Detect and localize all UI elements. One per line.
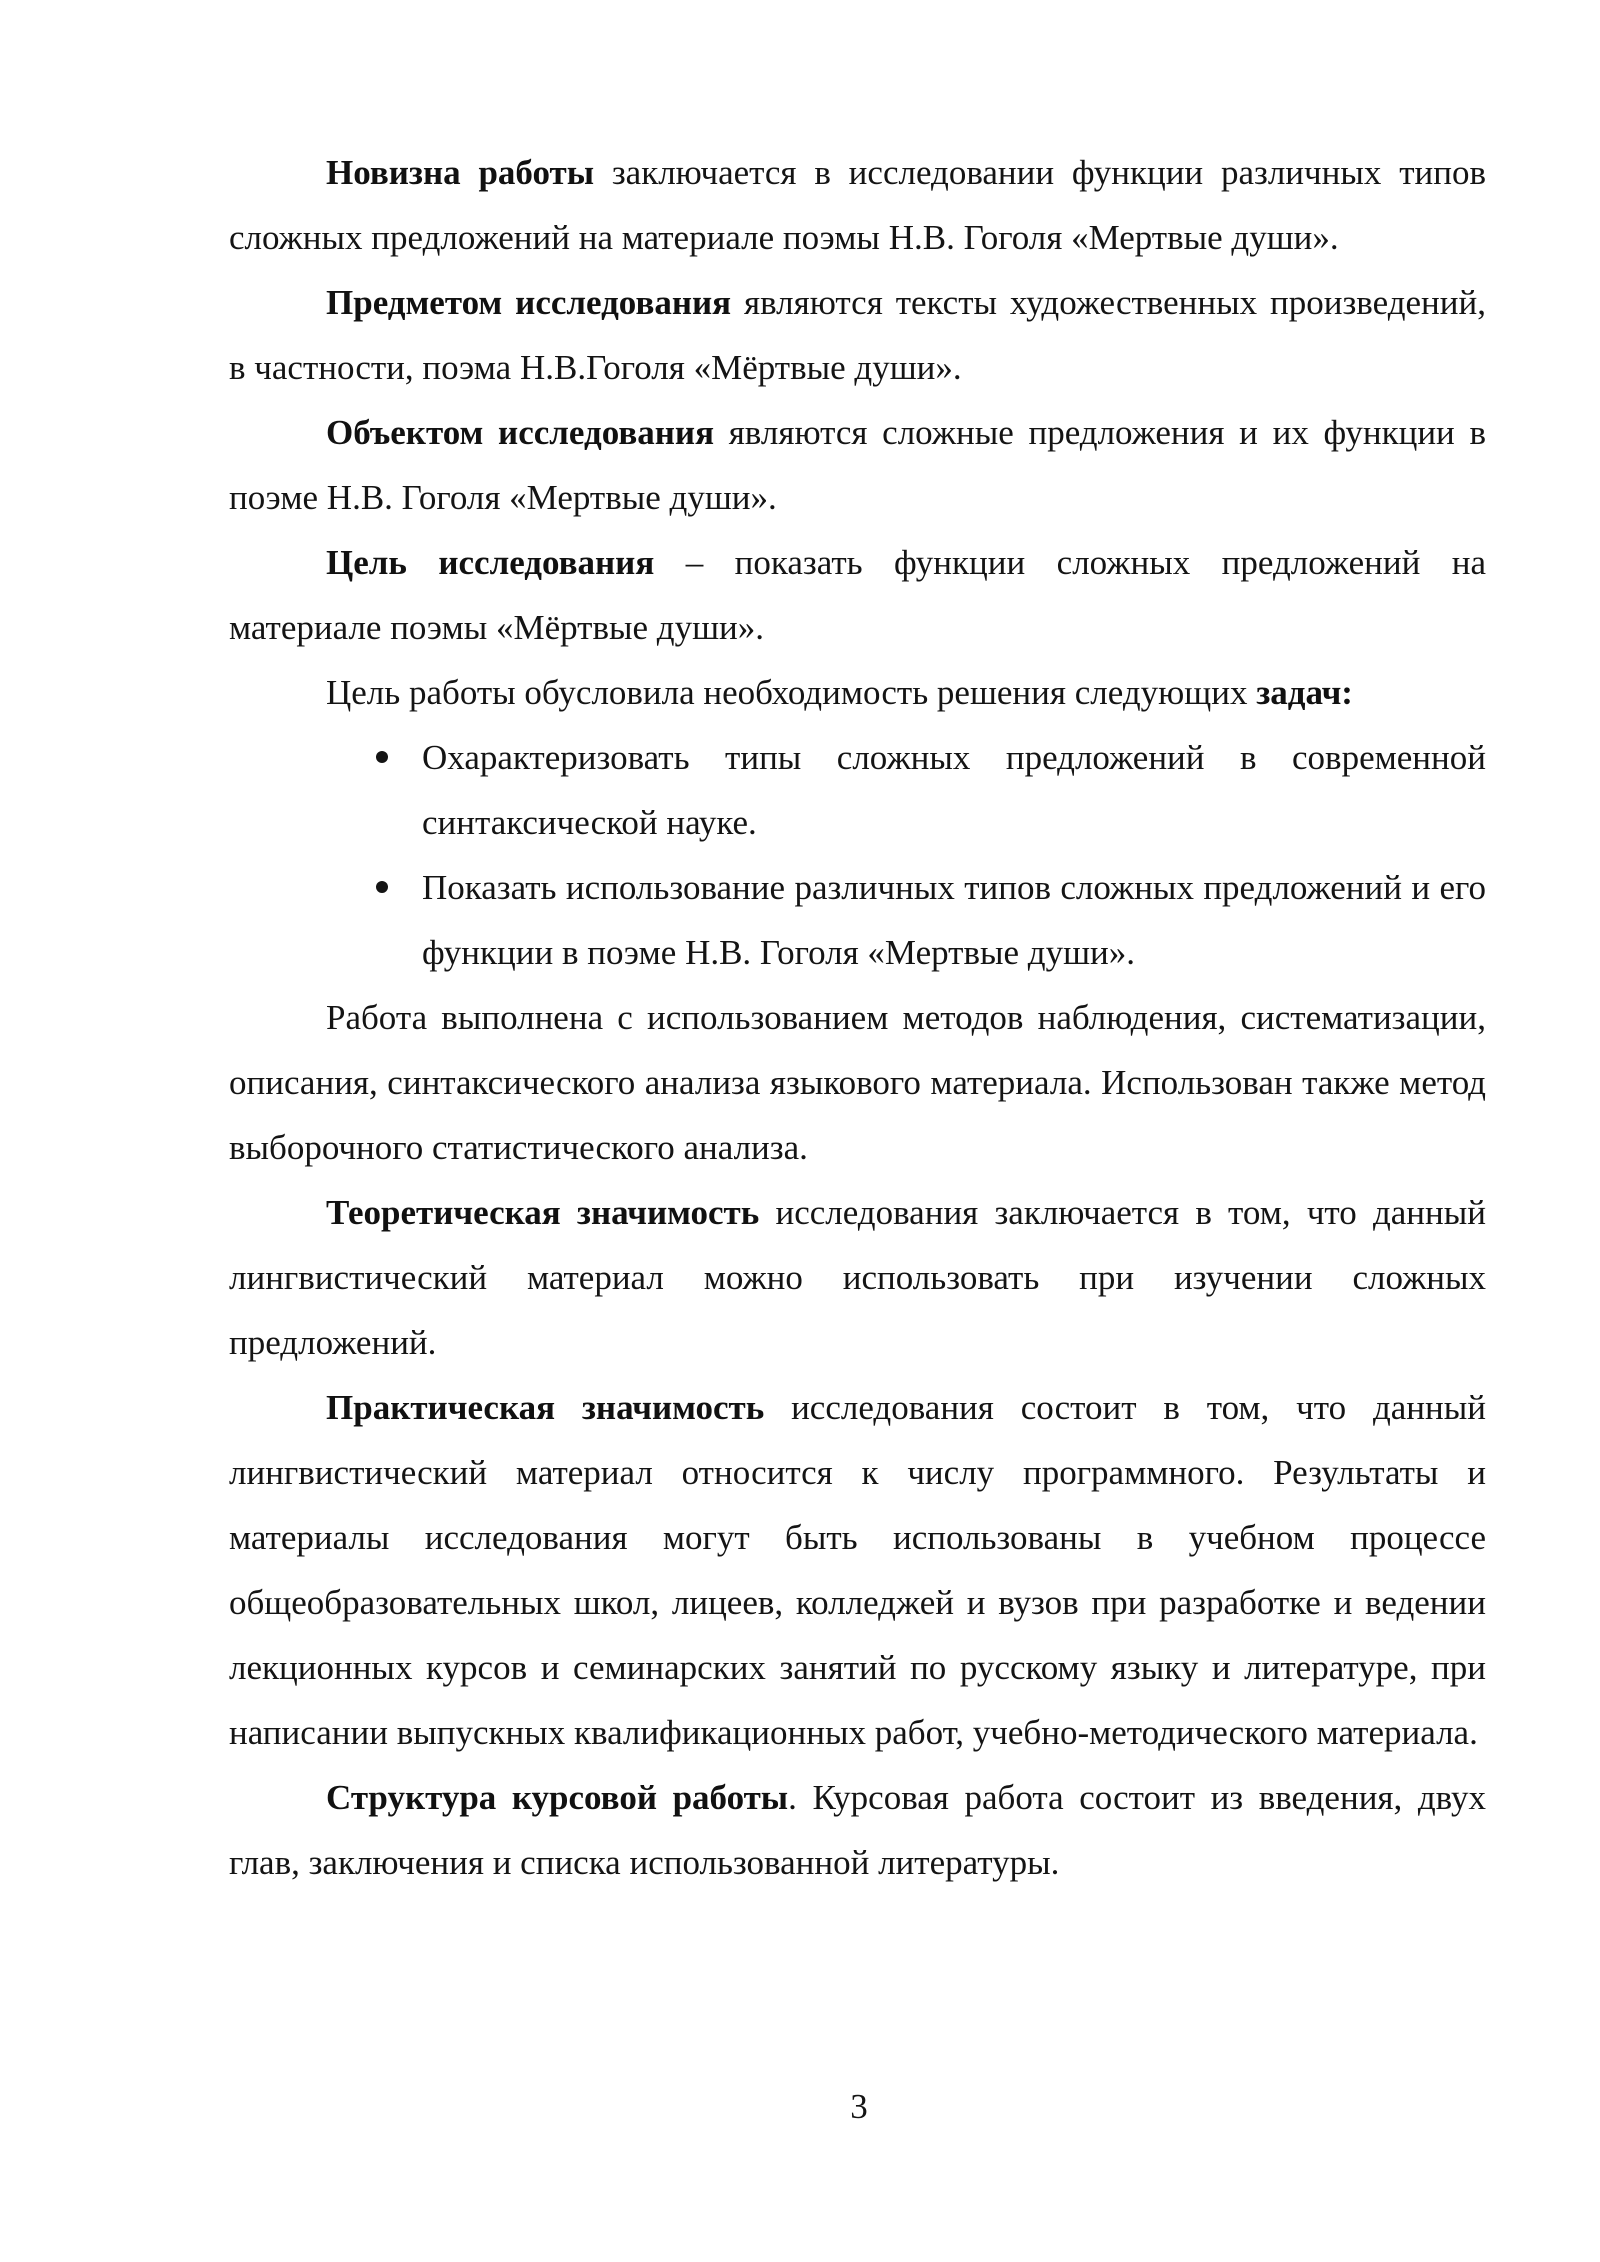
paragraph-novelty — [229, 140, 1486, 270]
list-item — [422, 855, 1486, 985]
term-goal: Цель исследования — [326, 543, 655, 582]
paragraph-structure — [229, 1765, 1486, 1895]
bullet-icon — [376, 751, 388, 763]
term-structure: Структура курсовой работы — [326, 1778, 789, 1817]
paragraph-methods — [229, 985, 1486, 1180]
term-practical: Практическая значимость — [326, 1388, 765, 1427]
paragraph-tasks-intro — [229, 660, 1486, 725]
paragraph-subject-text: являются тексты художественных произведений, в частности, поэма Н.В.Гоголя «Мёртвые души». — [229, 283, 1486, 387]
list-item — [422, 725, 1486, 855]
paragraph-goal-text: – показать функции сложных предложений на материале поэмы «Мёртвые души». — [229, 543, 1486, 647]
paragraph-practical-text: исследования состоит в том, что данный лингвистический материал относится к числу программного. Результаты и материалы исследования могут быть использованы в учебном процессе общеобразовательных школ, лицеев, колледжей и вузов при разработке и ведении лекционных курсов и семинарских занятий по русскому языку и литературе, при написании выпускных квалификационных работ, учебно-методического материала. — [229, 1388, 1486, 1752]
paragraph-practical — [229, 1375, 1486, 1765]
page-number: 3 — [850, 2087, 868, 2126]
paragraph-theoretical — [229, 1180, 1486, 1375]
paragraph-subject — [229, 270, 1486, 400]
bullet-icon — [376, 881, 388, 893]
list-item-text: Охарактеризовать типы сложных предложений в современной синтаксической науке. — [422, 738, 1486, 842]
paragraph-structure-text: . Курсовая работа состоит из введения, двух глав, заключения и списка использованной литературы. — [229, 1778, 1486, 1882]
term-subject: Предметом исследования — [326, 283, 732, 322]
paragraph-theoretical-text: исследования заключается в том, что данный лингвистический материал можно использовать при изучении сложных предложений. — [229, 1193, 1486, 1362]
paragraph-object-text: являются сложные предложения и их функции в поэме Н.В. Гоголя «Мертвые души». — [229, 413, 1486, 517]
term-tasks: задач: — [1256, 673, 1353, 712]
page-body — [229, 140, 1486, 1895]
tasks-list — [229, 725, 1486, 985]
term-object: Объектом исследования — [326, 413, 715, 452]
paragraph-goal — [229, 530, 1486, 660]
paragraph-novelty-text: заключается в исследовании функции различных типов сложных предложений на материале поэмы Н.В. Гоголя «Мертвые души». — [229, 153, 1486, 257]
paragraph-tasks-intro-text: Цель работы обусловила необходимость решения следующих — [326, 673, 1257, 712]
paragraph-object — [229, 400, 1486, 530]
paragraph-methods-text: Работа выполнена с использованием методов наблюдения, систематизации, описания, синтаксического анализа языкового материала. Использован также метод выборочного статистического анализа. — [229, 998, 1486, 1167]
term-novelty: Новизна работы — [326, 153, 595, 192]
list-item-text: Показать использование различных типов сложных предложений и его функции в поэме Н.В. Гоголя «Мертвые души». — [422, 868, 1486, 972]
term-theoretical: Теоретическая значимость — [326, 1193, 760, 1232]
